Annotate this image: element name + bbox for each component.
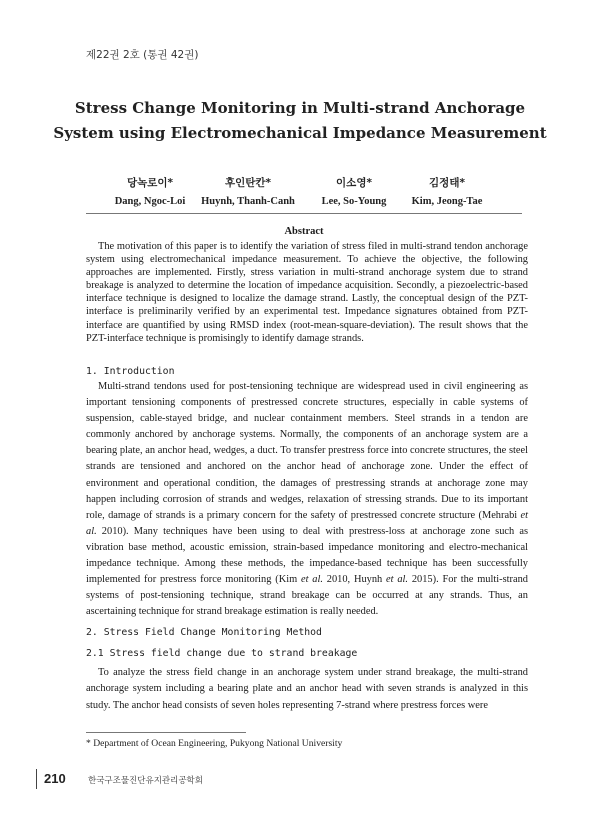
section-2-1-paragraph: To analyze the stress field change in an anchorage system under strand breakage, the multi-strand anchorage system including a bearing plate and an anchor head with seven strands is analyzed in this study. The anchor head consists of seven holes representing 7-strand where prestress forces were <box>86 667 528 711</box>
author-name-english: Kim, Jeong-Tae <box>411 196 483 207</box>
intro-text-c: 2010, Huynh <box>322 574 387 586</box>
author-name-english: Lee, So-Young <box>321 196 387 207</box>
author-name-korean: 당녹로이* <box>126 177 174 189</box>
intro-text-b: 2010). Many techniques have been using to deal with prestress-loss at anchorage zone such as vibration base method, acoustic emission, strain-based impedance monitoring and electro-mechanical impedance technique. Among these methods, the impedance-based technique has been successfully implemented for prestress force monitoring (Kim <box>86 525 528 586</box>
author-name-korean: 이소영* <box>336 177 372 189</box>
author-4 <box>392 175 502 207</box>
page-number: 210 <box>44 771 66 786</box>
journal-name: 한국구조물진단유지관리공학회 <box>88 776 203 786</box>
paper-title <box>40 96 560 146</box>
title-divider <box>86 213 522 214</box>
intro-text-a: Multi-strand tendons used for post-tensioning technique are widespread used in civil engineering as important tensioning components of prestressed concrete structures, especially in cable systems of suspension, cable-stayed bridge, and nuclear containment members. Steel strands in a tendon are commonly anchored by anchorage systems. Normally, the components of an anchorage system are a bearing plate, an anchor head, wedges, a duct. To transfer prestress force into concrete structures, the steel strands are tensioned and anchored on the anchor head of anchorage zone. Under the effect of environment and operational condition, the damages of prestressing strands at anchorage zone may happen including corrosion of strands and wedges, relaxation of stressing strands. Due to its important role, damage of strands is a primary concern for the safety of prestressed concrete structure (Mehrabi <box>86 381 528 521</box>
author-1 <box>100 175 200 207</box>
abstract-text: The motivation of this paper is to identify the variation of stress filed in multi-strand tendon anchorage system using electromechanical impedance measurement. To achieve the objective, the following approaches are implemented. Firstly, stress variation in multi-strand anchorage system due to strand breakage is analyzed to determine the location of impedance acquisition. Secondly, a piezoelectric-based interface technique is designed to localize the damage strand. Lastly, the conceptual design of the PZT-interface is preliminarily verified by an experimental test. Impedance signatures obtained from PZT-interface are quantified by using RMSD index (root-mean-square-deviation). The result shows that the PZT-interface technique is promisingly to identify damage strands. <box>86 241 528 344</box>
introduction-paragraph <box>86 379 528 620</box>
citation-et-al: et al. <box>300 574 323 586</box>
affiliation-footnote: * Department of Ocean Engineering, Pukyong National University <box>86 738 343 749</box>
author-name-korean: 후인탄칸* <box>224 177 272 189</box>
title-line-1: Stress Change Monitoring in Multi-strand Anchorage <box>74 99 526 117</box>
author-3 <box>304 175 404 207</box>
author-name-english: Dang, Ngoc-Loi <box>114 196 186 207</box>
citation-et-al: et al. <box>386 574 409 586</box>
section-2-1-heading: 2.1 Stress field change due to strand breakage <box>86 648 358 659</box>
section-2-heading: 2. Stress Field Change Monitoring Method <box>86 627 322 638</box>
intro-text-d: 2015). For the multi-strand systems of post-tensioning technique, strand breakage can be occurred at any strands. Thus, an ascertaining technique for strand breakage estimation is really needed. <box>86 574 528 618</box>
author-2 <box>188 175 308 207</box>
abstract-heading: Abstract <box>284 226 324 237</box>
footnote-divider <box>86 732 246 733</box>
title-line-2: System using Electromechanical Impedance Measurement <box>53 124 547 142</box>
footer-bar <box>36 769 37 789</box>
author-name-korean: 김정태* <box>429 177 465 189</box>
issue-header: 제22권 2호 (통권 42권) <box>86 49 199 61</box>
citation-et-al: et al. <box>86 509 528 537</box>
author-name-english: Huynh, Thanh-Canh <box>201 196 295 207</box>
section-1-heading: 1. Introduction <box>86 366 175 377</box>
